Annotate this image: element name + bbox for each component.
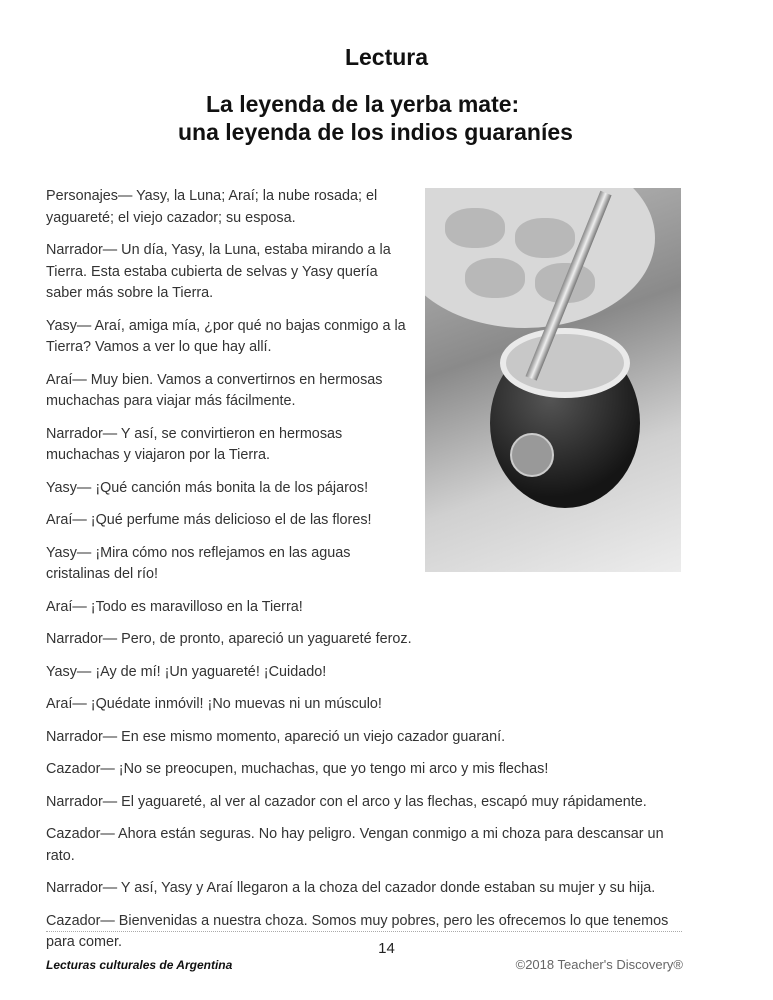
paragraph: Araí— ¡Todo es maravilloso en la Tierra! [46, 598, 303, 615]
book-title: Lecturas culturales de Argentina [46, 958, 233, 972]
footer-divider [46, 931, 682, 932]
paragraph: Narrador— Y así, se convirtieron en hermosas muchachas y viajaron por la Tierra. [46, 425, 343, 463]
paragraph: Cazador— ¡No se preocupen, muchachas, que yo tengo mi arco y mis flechas! [46, 761, 549, 777]
paragraph: Narrador— Pero, de pronto, apareció un yaguareté feroz. [46, 631, 412, 647]
paragraph: Cazador— Ahora están seguras. No hay peligro. Vengan conmigo a mi choza para descansar un rato. [46, 826, 664, 864]
paragraph: Yasy— ¡Ay de mí! ¡Un yaguareté! ¡Cuidado! [46, 663, 327, 680]
story-text [46, 186, 676, 965]
medallion-shape [510, 433, 554, 477]
paragraph: Narrador— En ese mismo momento, apareció un viejo cazador guaraní. [46, 728, 506, 745]
paragraph: Araí— ¡Qué perfume más delicioso el de las flores! [46, 512, 372, 528]
page-title [150, 90, 610, 146]
paragraph: Narrador— El yaguareté, al ver al cazador con el arco y las flechas, escapó muy rápidamente. [46, 793, 647, 810]
cracker-shape [515, 218, 575, 258]
paragraph: Yasy— ¡Mira cómo nos reflejamos en las aguas cristalinas del río! [46, 544, 351, 582]
cracker-shape [445, 208, 505, 248]
gourd-rim-shape [500, 328, 630, 398]
paragraph: Yasy— Araí, amiga mía, ¿por qué no bajas conmigo a la Tierra? Vamos a ver lo que hay allí. [46, 317, 406, 355]
paragraph: Narrador— Un día, Yasy, la Luna, estaba mirando a la Tierra. Esta estaba cubierta de selvas y Yasy quería saber más sobre la Tierra. [46, 242, 391, 301]
paragraph: Araí— Muy bien. Vamos a convertirnos en hermosas muchachas para viajar más fácilmente. [46, 371, 383, 409]
title-line-1: La leyenda de la yerba mate: [206, 91, 520, 117]
paragraph: Cazador— Bienvenidas a nuestra choza. Somos muy pobres, pero les ofrecemos lo que tenemos para comer. [46, 912, 669, 950]
title-line-2: una leyenda de los indios guaraníes [178, 119, 573, 145]
section-heading: Lectura [344, 44, 429, 70]
paragraph: Personajes— Yasy, la Luna; Araí; la nube rosada; el yaguareté; el viejo cazador; su esposa. [46, 188, 378, 226]
paragraph: Narrador— Y así, Yasy y Araí llegaron a la choza del cazador donde estaban su mujer y su hija. [46, 880, 656, 896]
paragraph: Yasy— ¡Qué canción más bonita la de los pájaros! [46, 479, 369, 496]
copyright: ©2018 Teacher's Discovery® [515, 957, 683, 972]
cracker-shape [465, 258, 525, 298]
yerba-mate-photo [425, 188, 681, 572]
page-number: 14 [378, 940, 395, 957]
paragraph: Araí— ¡Quédate inmóvil! ¡No muevas ni un músculo! [46, 696, 382, 712]
